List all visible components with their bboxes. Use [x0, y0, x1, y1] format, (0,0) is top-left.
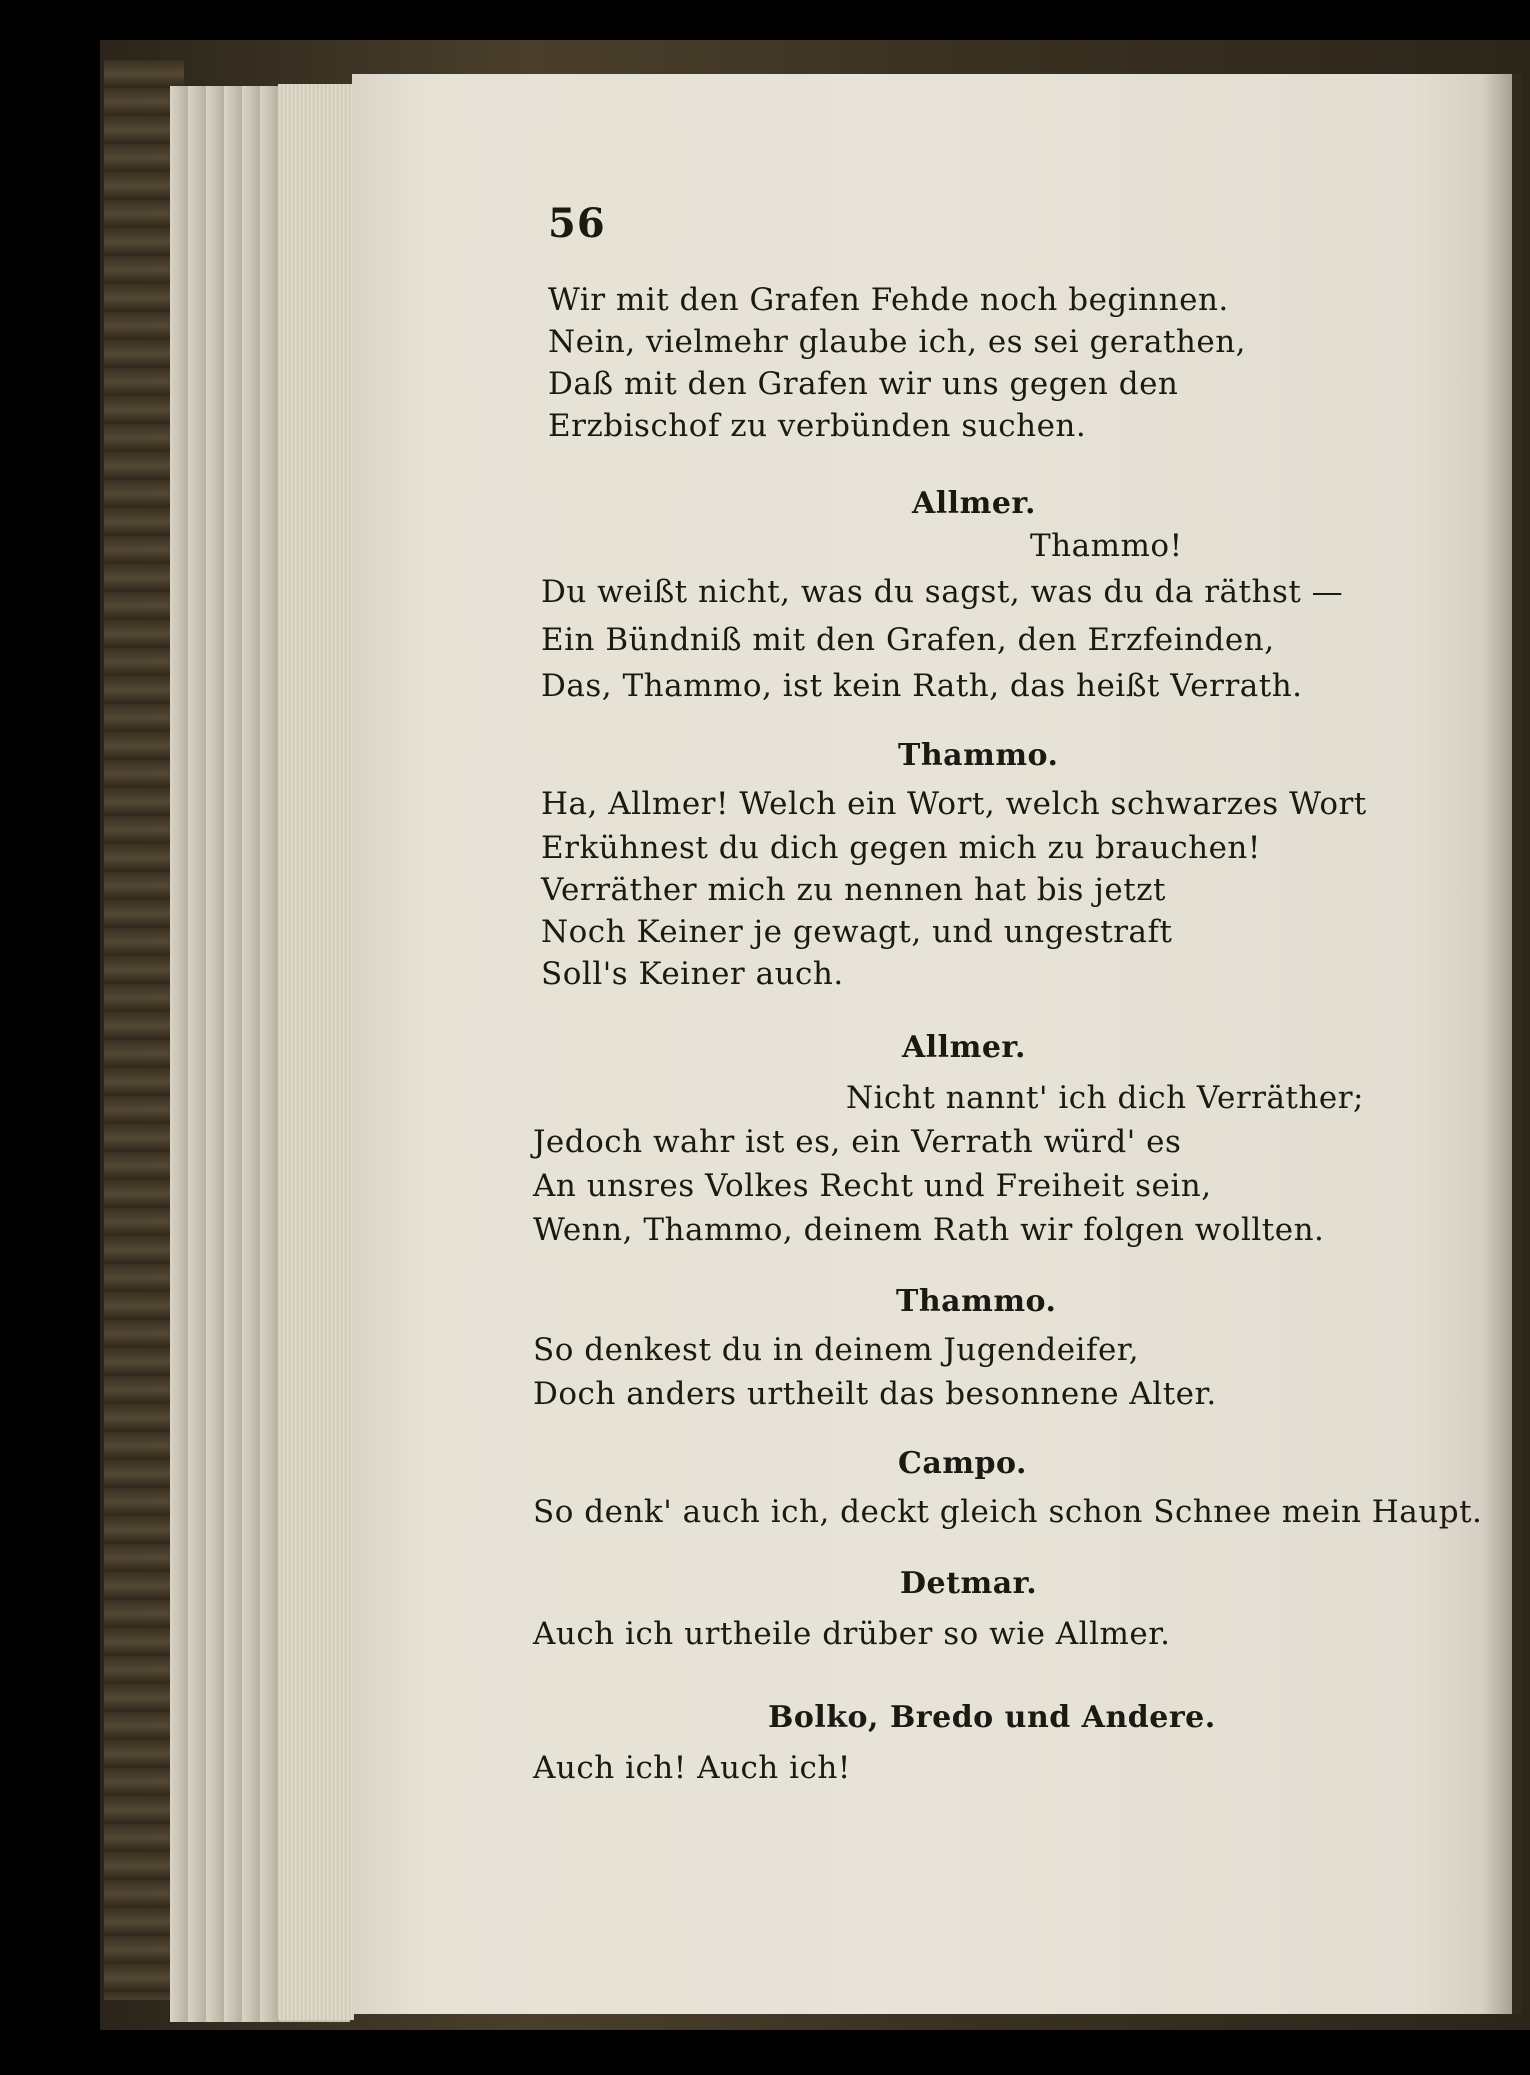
verse-line: An unsres Volkes Recht und Freiheit sein,	[533, 1168, 1212, 1204]
verse-line: Auch ich urtheile drüber so wie Allmer.	[533, 1616, 1171, 1652]
speaker-heading: Allmer.	[902, 1030, 1026, 1065]
verse-line: Verräther mich zu nennen hat bis jetzt	[541, 872, 1166, 908]
verse-line: Daß mit den Grafen wir uns gegen den	[548, 366, 1179, 402]
verse-line: Ha, Allmer! Welch ein Wort, welch schwarzes Wort	[541, 786, 1367, 822]
verse-line: Ein Bündniß mit den Grafen, den Erzfeinden,	[541, 622, 1275, 658]
verse-line: Du weißt nicht, was du sagst, was du da räthst —	[541, 574, 1344, 610]
verse-line: Soll's Keiner auch.	[541, 956, 844, 992]
speaker-heading: Campo.	[898, 1446, 1027, 1481]
speaker-heading: Detmar.	[900, 1566, 1038, 1601]
verse-line: So denk' auch ich, deckt gleich schon Schnee mein Haupt.	[533, 1494, 1483, 1530]
verse-line: Erkühnest du dich gegen mich zu brauchen!	[541, 830, 1261, 866]
verse-line: Thammo!	[1030, 528, 1183, 564]
verse-line: Wir mit den Grafen Fehde noch beginnen.	[548, 282, 1229, 318]
verse-line: Noch Keiner je gewagt, und ungestraft	[541, 914, 1173, 950]
page-number: 56	[548, 200, 606, 247]
verse-line: Wenn, Thammo, deinem Rath wir folgen wollten.	[533, 1212, 1325, 1248]
verse-line: Erzbischof zu verbünden suchen.	[548, 408, 1087, 444]
verse-line: Auch ich! Auch ich!	[533, 1750, 851, 1786]
verse-line: Nicht nannt' ich dich Verräther;	[846, 1080, 1364, 1116]
speaker-heading: Allmer.	[912, 486, 1036, 521]
verse-line: Nein, vielmehr glaube ich, es sei gerathen,	[548, 324, 1247, 360]
verse-line: So denkest du in deinem Jugendeifer,	[533, 1332, 1140, 1368]
verse-line: Doch anders urtheilt das besonnene Alter.	[533, 1376, 1217, 1412]
speaker-heading: Thammo.	[898, 738, 1059, 773]
speaker-heading: Bolko, Bredo und Andere.	[768, 1700, 1216, 1735]
verse-line: Das, Thammo, ist kein Rath, das heißt Verrath.	[541, 668, 1303, 704]
speaker-heading: Thammo.	[896, 1284, 1057, 1319]
verse-line: Jedoch wahr ist es, ein Verrath würd' es	[533, 1124, 1182, 1160]
